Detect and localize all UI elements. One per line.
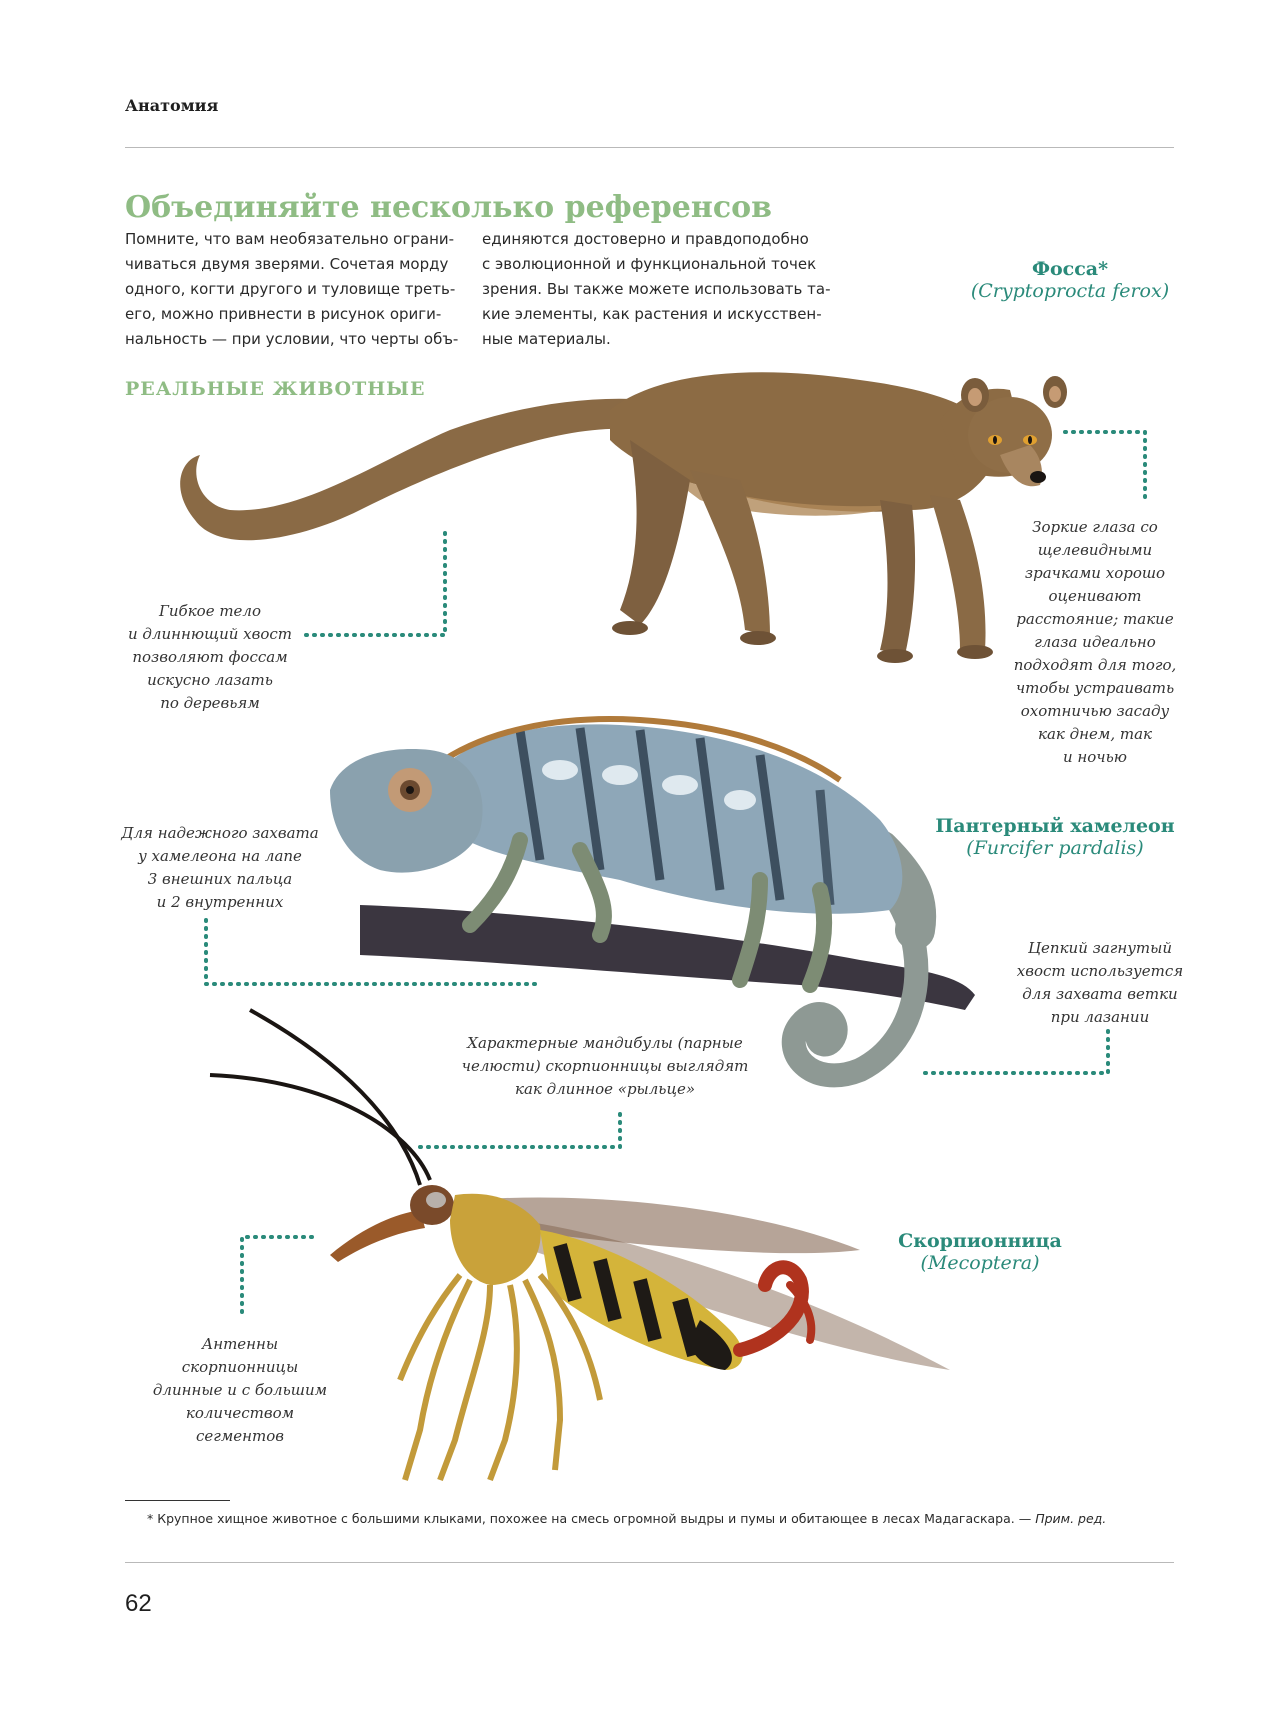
leader-chameleon-tail: [925, 1025, 1108, 1073]
leader-mandibles: [420, 1107, 620, 1147]
intro-line: кие элементы, как растения и искусствен-: [482, 305, 822, 323]
note-line: и длиннющий хвост: [127, 625, 293, 643]
leader-fossa-tail: [303, 533, 445, 635]
note-line: Гибкое тело: [158, 602, 262, 620]
chameleon-illustration: [330, 719, 975, 1075]
note-line: расстояние; такие: [1016, 610, 1174, 628]
footnote-rule: [125, 1500, 230, 1501]
scorpionfly-latin: (Mecoptera): [920, 1252, 1040, 1274]
intro-line: с эволюционной и функциональной точек: [482, 255, 817, 273]
note-chameleon-tail: [1005, 937, 1195, 1029]
note-line: скорпионницы: [181, 1358, 299, 1376]
leader-antennae: [242, 1237, 312, 1313]
note-line: по деревьям: [160, 694, 260, 712]
intro-line: Помните, что вам необязательно ограни-: [125, 230, 455, 248]
note-line: Для надежного захвата: [121, 824, 319, 842]
note-line: и 2 внутренних: [156, 893, 284, 911]
note-line: позволяют фоссам: [132, 648, 288, 666]
fossa-latin: (Cryptoprocta ferox): [970, 280, 1170, 302]
intro-line: чиваться двумя зверями. Сочетая морду: [125, 255, 449, 273]
note-line: как длинное «рыльце»: [514, 1080, 695, 1098]
note-line: искусно лазать: [147, 671, 273, 689]
note-line: как днем, так: [1038, 725, 1152, 743]
note-line: у хамелеона на лапе: [138, 847, 302, 865]
note-fossa-tail: [120, 600, 300, 715]
fossa-illustration: [180, 372, 1067, 663]
note-line: глаза идеально: [1034, 633, 1156, 651]
intro-line: его, можно привнести в рисунок ориги-: [125, 305, 442, 323]
chameleon-latin: (Furcifer pardalis): [966, 837, 1144, 859]
note-line: при лазании: [1050, 1008, 1150, 1026]
note-line: количеством: [185, 1404, 295, 1422]
note-scorpionfly-mandibles: [455, 1032, 755, 1101]
note-line: челюсти) скорпионницы выглядят: [461, 1057, 749, 1075]
footer-rule: [125, 1562, 1174, 1563]
note-line: хвост используется: [1016, 962, 1184, 980]
chameleon-label: [925, 815, 1185, 859]
note-fossa-eyes: [1000, 516, 1190, 769]
note-line: Зоркие глаза со: [1032, 518, 1158, 536]
note-line: щелевидными: [1037, 541, 1153, 559]
footnote: [147, 1511, 1106, 1526]
intro-line: нальность — при условии, что черты объ-: [125, 330, 459, 348]
note-line: оценивают: [1048, 587, 1142, 605]
intro-line: одного, когти другого и туловище треть-: [125, 280, 456, 298]
note-chameleon-feet: [115, 822, 325, 914]
section-label: РЕАЛЬНЫЕ ЖИВОТНЫЕ: [125, 378, 426, 400]
note-line: 3 внешних пальца: [147, 870, 293, 888]
note-line: для захвата ветки: [1022, 985, 1178, 1003]
note-line: охотничью засаду: [1020, 702, 1170, 720]
note-line: сегментов: [195, 1427, 285, 1445]
intro-line: зрения. Вы также можете использовать та-: [482, 280, 831, 298]
intro-line: ные материалы.: [482, 330, 611, 348]
note-line: Антенны: [201, 1335, 279, 1353]
note-line: и ночью: [1062, 748, 1128, 766]
note-line: зрачками хорошо: [1024, 564, 1166, 582]
chameleon-name: Пантерный хамелеон: [935, 815, 1175, 837]
note-line: чтобы устраивать: [1015, 679, 1175, 697]
page-number: 62: [125, 1590, 152, 1617]
fossa-name: Фосса*: [1031, 258, 1109, 280]
note-line: длинные и с большим: [152, 1381, 328, 1399]
article-title: Объединяйте несколько референсов: [125, 190, 772, 225]
intro-line: единяются достоверно и правдоподобно: [482, 230, 809, 248]
scorpionfly-label: [880, 1230, 1080, 1274]
note-line: Цепкий загнутый: [1027, 939, 1173, 957]
footnote-suffix: Прим. ред.: [1035, 1511, 1107, 1526]
scorpionfly-name: Скорпионница: [898, 1230, 1062, 1252]
note-scorpionfly-antennae: [140, 1333, 340, 1448]
running-head: Анатомия: [125, 96, 219, 115]
footnote-text: * Крупное хищное животное с большими клыками, похожее на смесь огромной выдры и пумы и обитающее в лесах Мадагаскара. —: [147, 1511, 1036, 1526]
fossa-label: [955, 258, 1185, 302]
note-line: подходят для того,: [1013, 656, 1177, 674]
note-line: Характерные мандибулы (парные: [467, 1034, 743, 1052]
leader-fossa-eyes: [1065, 432, 1145, 500]
